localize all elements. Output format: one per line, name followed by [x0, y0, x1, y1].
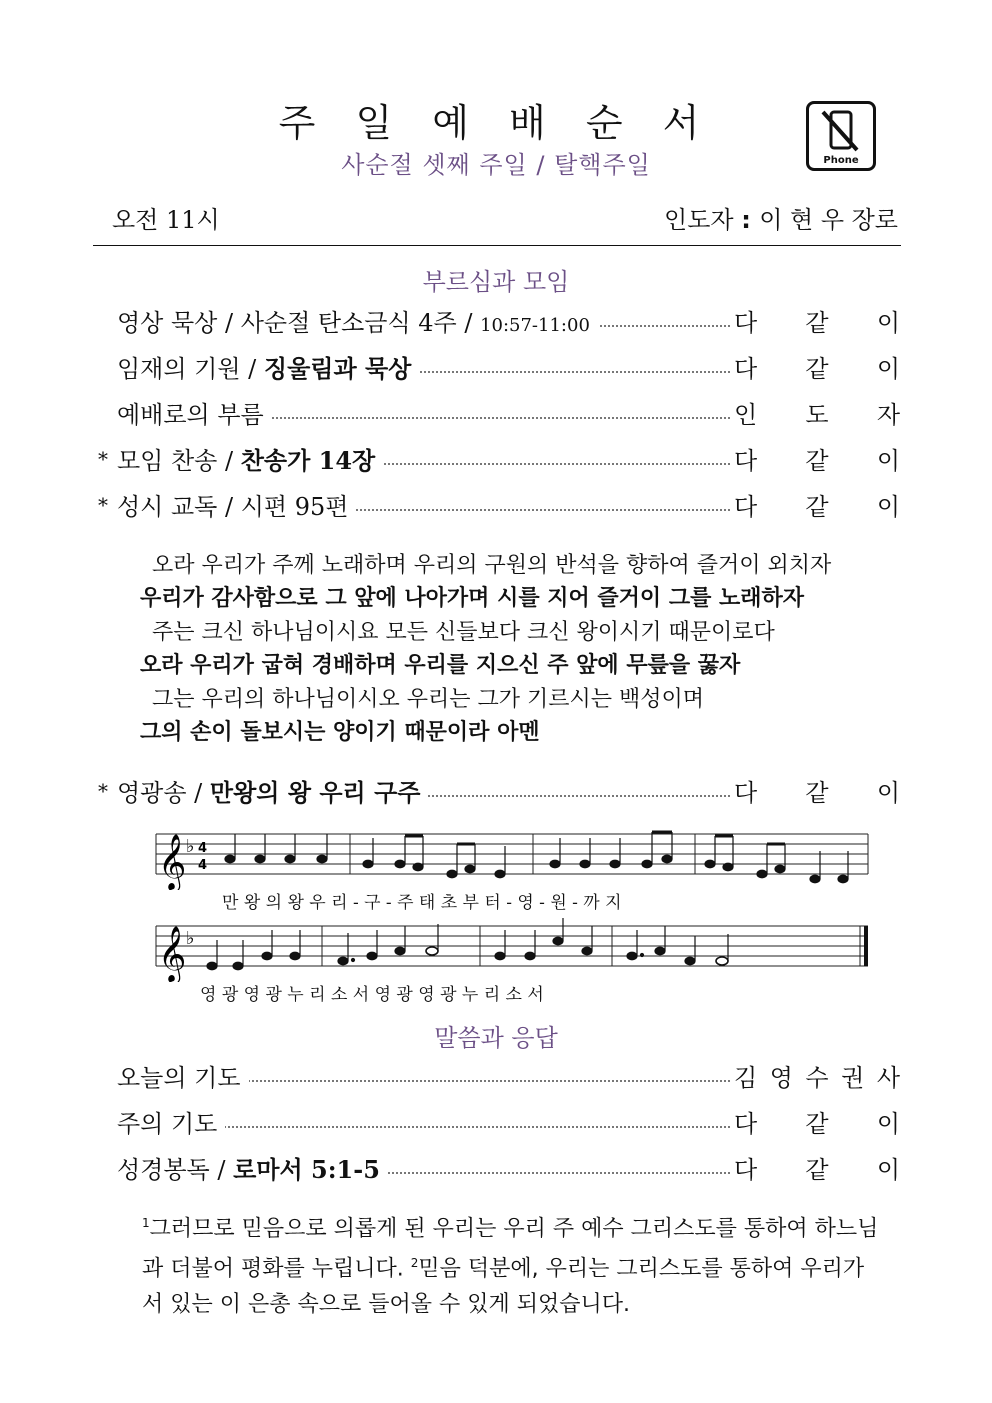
verse-text: 믿음 덕분에, 우리는 그리스도를 통하여 우리가 서 있는 이 은총 속으로 들어올 수 있게 되었습니다. [142, 1256, 865, 1317]
order-item [92, 773, 900, 809]
psalm-response-line: 오라 우리가 굽혀 경배하며 우리를 지으신 주 앞에 무릎을 꿇자 [140, 653, 741, 678]
standing-mark: * [98, 447, 108, 471]
performer-char: 이 [876, 309, 900, 337]
item-label-bold: 찬송가 14장 [240, 446, 376, 475]
item-performer [734, 303, 900, 338]
music-lyrics-line-1: 만 왕 의 왕 우 리 - 구 - 주 태 초 부 터 - 영 - 원 - 까 지 [222, 893, 622, 913]
order-item [92, 349, 900, 385]
service-time: 오전 11시 [112, 206, 220, 234]
verse-number: 2 [410, 1256, 419, 1271]
leader-label: 인도자 [664, 206, 734, 234]
psalm-response-line: 우리가 감사함으로 그 앞에 나아가며 시를 지어 즐거이 그를 노래하자 [140, 586, 804, 611]
performer-char: 다 [734, 447, 758, 475]
performer-char: 이 [876, 355, 900, 383]
section-heading-word: 말씀과 응답 [434, 1024, 558, 1052]
performer-char: 이 [876, 1156, 900, 1184]
item-performer [734, 441, 900, 476]
item-performer [734, 1150, 900, 1185]
item-performer [734, 1058, 900, 1093]
performer-char: 이 [876, 779, 900, 807]
order-item [92, 395, 900, 431]
performer-char: 다 [734, 1110, 758, 1138]
order-item [92, 1150, 900, 1186]
flat-icon: ♭ [186, 836, 195, 857]
psalm-leader-line: 오라 우리가 주께 노래하며 우리의 구원의 반석을 향하여 즐거이 외치자 [152, 553, 832, 578]
leader-name: 이 현 우 장로 [759, 206, 898, 234]
item-performer [734, 349, 900, 384]
performer-char: 같 [805, 447, 829, 475]
performer-char: 다 [734, 493, 758, 521]
standing-mark: * [98, 493, 108, 517]
service-leader [664, 200, 898, 235]
treble-clef-icon: 𝄞 [158, 834, 187, 890]
performer-char: 다 [734, 309, 758, 337]
notes [225, 832, 848, 883]
item-label: 오늘의 기도 [117, 1064, 241, 1092]
performer-char: 다 [734, 1156, 758, 1184]
item-label: 성시 교독 / 시편 95편 [117, 493, 349, 521]
performer-char: 같 [805, 355, 829, 383]
item-performer [734, 487, 900, 522]
item-performer [734, 773, 900, 808]
item-label-bold: 로마서 5:1-5 [233, 1155, 380, 1184]
performer-char: 김 [734, 1064, 758, 1092]
order-item [92, 1104, 900, 1140]
music-lyrics-line-2: 영 광 영 광 누 리 소 서 영 광 영 광 누 리 소 서 [200, 985, 544, 1005]
item-label-bold: 만왕의 왕 우리 구주 [209, 778, 421, 807]
item-label: 모임 찬송 / [117, 447, 241, 475]
treble-clef-icon: 𝄞 [158, 926, 187, 982]
verse-number: 1 [142, 1216, 150, 1230]
item-performer [734, 1104, 900, 1139]
scripture-text [142, 1206, 882, 1322]
item-label: 영광송 / [117, 779, 210, 807]
performer-char: 이 [876, 447, 900, 475]
psalm-leader-line: 그는 우리의 하나님이시오 우리는 그가 기르시는 백성이며 [152, 687, 705, 712]
item-label: 영상 묵상 / 사순절 탄소금식 4주 / [117, 309, 481, 337]
flat-icon: ♭ [186, 928, 195, 949]
header-divider [93, 245, 901, 246]
performer-char: 다 [734, 779, 758, 807]
time-signature-top: 4 [198, 841, 208, 856]
verse-text: 그러므로 믿음으로 의롭게 된 우리는 우리 주 예수 그리스도를 통하여 하느님과 더불어 평화를 누립니다. [142, 1216, 879, 1282]
performer-char: 사 [876, 1064, 900, 1092]
music-staff-line-2 [150, 918, 870, 982]
order-item [92, 487, 900, 523]
item-label: 성경봉독 / [117, 1156, 234, 1184]
item-label: 임재의 기원 / [117, 355, 264, 383]
psalm-leader-line: 주는 크신 하나님이시요 모든 신들보다 크신 왕이시기 때문이로다 [152, 620, 775, 645]
standing-mark: * [98, 779, 108, 803]
performer-char: 수 [805, 1064, 829, 1092]
no-phone-icon [806, 101, 876, 171]
performer-char: 자 [876, 401, 900, 429]
performer-char: 이 [876, 493, 900, 521]
performer-char: 도 [805, 401, 829, 429]
performer-char: 같 [805, 779, 829, 807]
music-staff-line-1 [150, 826, 870, 890]
section-heading-gathering: 부르심과 모임 [422, 268, 570, 296]
performer-char: 영 [769, 1064, 793, 1092]
psalm-response-line: 그의 손이 돌보시는 양이기 때문이라 아멘 [140, 720, 540, 745]
order-item [92, 1058, 900, 1094]
page-subtitle: 사순절 셋째 주일 / 탈핵주일 [341, 151, 651, 179]
performer-char: 같 [805, 493, 829, 521]
item-label: 예배로의 부름 [117, 401, 264, 429]
order-item [92, 441, 900, 477]
leader-colon: : [741, 206, 760, 234]
performer-char: 같 [805, 1110, 829, 1138]
page-title: 주 일 예 배 순 서 [278, 101, 714, 145]
order-item [92, 303, 900, 339]
item-time: 10:57-11:00 [480, 315, 590, 336]
performer-char: 같 [805, 309, 829, 337]
item-performer [734, 395, 900, 430]
performer-char: 다 [734, 355, 758, 383]
performer-char: 권 [841, 1064, 865, 1092]
item-label-bold: 징울림과 묵상 [263, 354, 412, 383]
item-label: 주의 기도 [117, 1110, 218, 1138]
phone-icon-label: Phone [823, 155, 859, 166]
time-signature-bottom: 4 [198, 858, 208, 873]
performer-char: 이 [876, 1110, 900, 1138]
performer-char: 같 [805, 1156, 829, 1184]
performer-char: 인 [734, 401, 758, 429]
